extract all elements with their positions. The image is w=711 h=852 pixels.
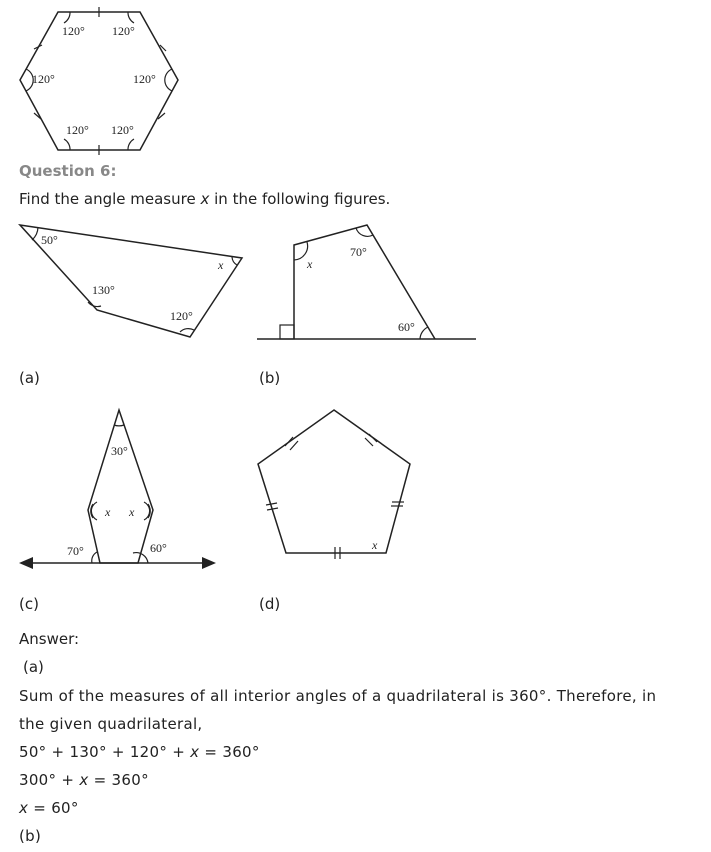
prompt-text-after: in the following figures. xyxy=(209,190,391,208)
answer-part-a: (a) xyxy=(23,658,44,676)
eq2-after: = 360° xyxy=(88,771,149,789)
question-prompt xyxy=(19,189,390,209)
prompt-variable: x xyxy=(200,190,210,208)
eq2-before: 300° + xyxy=(19,771,80,789)
figure-b xyxy=(250,215,490,345)
figure-c xyxy=(0,400,230,580)
eq1-before: 50° + 130° + 120° + xyxy=(19,743,191,761)
fig-d-unknown: x xyxy=(372,538,378,552)
eq2-variable: x xyxy=(79,771,89,789)
equation-2 xyxy=(19,766,689,794)
eq1-variable: x xyxy=(190,743,200,761)
answer-line-2: the given quadrilateral, xyxy=(19,715,203,733)
hex-angle-label: 120° xyxy=(133,72,156,86)
figure-c-caption: (c) xyxy=(19,595,39,613)
figure-a xyxy=(0,215,250,345)
hexagon-figure xyxy=(0,0,200,160)
right-angle-mark xyxy=(280,325,294,339)
left-arrowhead xyxy=(19,557,33,569)
fig-a-angle: 130° xyxy=(92,283,115,297)
eq1-after: = 360° xyxy=(199,743,260,761)
equation-1 xyxy=(19,738,689,766)
figure-d-caption: (d) xyxy=(259,595,281,613)
kite-shape xyxy=(88,410,153,563)
hex-angle-label: 120° xyxy=(112,24,135,38)
fig-c-angle: 30° xyxy=(111,444,128,458)
fig-c-unknown-right: x xyxy=(129,505,135,519)
side-marks xyxy=(266,434,404,559)
fig-c-unknown-left: x xyxy=(105,505,111,519)
fig-c-angle: 60° xyxy=(150,541,167,555)
fig-c-angle: 70° xyxy=(67,544,84,558)
fig-b-angle: 60° xyxy=(398,320,415,334)
eq3-after: = 60° xyxy=(28,799,79,817)
fig-b-unknown: x xyxy=(307,257,313,271)
figure-a-caption: (a) xyxy=(19,369,40,387)
answer-line-1: Sum of the measures of all interior angles of a quadrilateral is 360°. Therefore, in xyxy=(19,687,657,705)
question-heading: Question 6: xyxy=(19,162,117,180)
hex-angle-label: 120° xyxy=(66,123,89,137)
hex-angle-label: 120° xyxy=(62,24,85,38)
hex-angle-label: 120° xyxy=(111,123,134,137)
fig-a-angle: 50° xyxy=(41,233,58,247)
pentagon-shape xyxy=(258,410,410,553)
eq3-variable: x xyxy=(19,799,29,817)
figure-d xyxy=(250,400,430,570)
fig-a-unknown: x xyxy=(218,258,224,272)
hex-angle-label: 120° xyxy=(32,72,55,86)
figure-b-caption: (b) xyxy=(259,369,281,387)
answer-part-b: (b) xyxy=(19,827,42,845)
fig-a-angle: 120° xyxy=(170,309,193,323)
equation-3 xyxy=(19,794,689,822)
answer-heading: Answer: xyxy=(19,630,80,648)
prompt-text-before: Find the angle measure xyxy=(19,190,201,208)
fig-b-angle: 70° xyxy=(350,245,367,259)
right-arrowhead xyxy=(202,557,216,569)
